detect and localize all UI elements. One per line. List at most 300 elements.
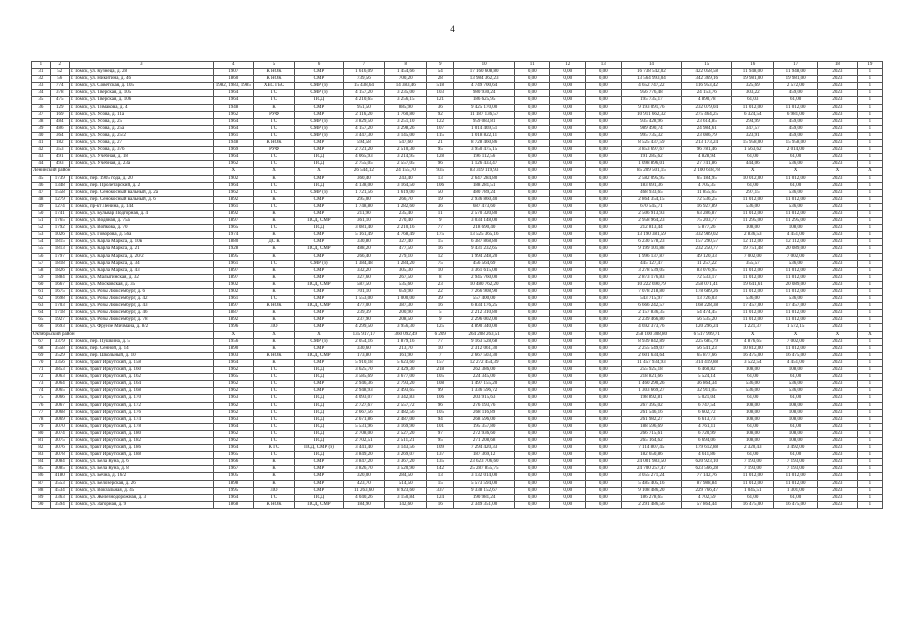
table-cell: 1 bbox=[857, 459, 882, 466]
table-cell: 2 570 320,80 bbox=[454, 210, 515, 217]
table-cell: 1 760,80 bbox=[385, 111, 427, 118]
table-cell: 4 749 700,64 bbox=[454, 83, 515, 90]
address-cell: г. Томск, ул. Учебная, д. 23а bbox=[69, 161, 213, 168]
table-cell: 225 685,79 bbox=[682, 338, 732, 345]
table-cell: 1962 bbox=[213, 437, 253, 444]
address-cell: г. Томск, ул. Бульвар Подгорная, д. 4 bbox=[69, 210, 213, 217]
table-cell: 267 395,02 bbox=[621, 402, 682, 409]
table-cell: 1 bbox=[857, 352, 882, 359]
table-cell: 46 bbox=[32, 182, 51, 189]
table-cell: 2 349 351,00 bbox=[454, 501, 515, 508]
table-cell: 0,00 bbox=[514, 324, 550, 331]
table-cell: 70 bbox=[32, 359, 51, 366]
table-cell: 1 bbox=[857, 423, 882, 430]
table-cell: 1 014 469,51 bbox=[454, 125, 515, 132]
table-row bbox=[32, 317, 883, 324]
table-cell: 6 460,82 bbox=[682, 367, 732, 374]
table-cell: 1963 bbox=[213, 395, 253, 402]
table-cell: 0,00 bbox=[514, 260, 550, 267]
address-cell: г. Томск, ул. Московская, д. 35 bbox=[69, 281, 213, 288]
table-cell: 5 bbox=[427, 310, 454, 317]
table-cell: 3 361 615,00 bbox=[454, 267, 515, 274]
table-cell: 6 324,54 bbox=[732, 111, 774, 118]
table-cell: 16 bbox=[427, 501, 454, 508]
table-cell: 0,00 bbox=[514, 437, 550, 444]
table-cell: 2 429,30 bbox=[385, 367, 427, 374]
address-cell: г. Томск, пер. Сенной, д. 14 bbox=[69, 345, 213, 352]
table-cell: 15 bbox=[427, 480, 454, 487]
table-row bbox=[32, 203, 883, 210]
table-cell: 5 021,04 bbox=[682, 395, 732, 402]
column-number: 6 bbox=[295, 62, 343, 69]
table-cell: 11 948,00 bbox=[774, 69, 818, 76]
table-cell: 2023 bbox=[818, 459, 858, 466]
table-cell: 536,00 bbox=[774, 161, 818, 168]
table-cell: 16 bbox=[427, 246, 454, 253]
table-cell: 85 209 501,15 bbox=[621, 168, 682, 175]
table-row bbox=[32, 367, 883, 374]
table-cell: 9 338 152,67 bbox=[454, 487, 515, 494]
table-cell: 0,00 bbox=[550, 118, 586, 125]
table-cell: X bbox=[732, 168, 774, 175]
table-cell: 0,00 bbox=[550, 90, 586, 97]
table-cell: ПСД bbox=[295, 402, 343, 409]
table-cell: 422 058,58 bbox=[682, 69, 732, 76]
table-cell: 11 855,65 bbox=[682, 189, 732, 196]
address-cell: г. Томск, пер. Пролетарский, д. 2 bbox=[69, 182, 213, 189]
table-row bbox=[32, 289, 883, 296]
table-cell: 1698 bbox=[50, 296, 69, 303]
column-number: 11 bbox=[514, 62, 550, 69]
table-cell: ГС bbox=[253, 395, 295, 402]
table-cell: 0,00 bbox=[585, 324, 621, 331]
table-cell: 1813 bbox=[50, 246, 69, 253]
table-row bbox=[32, 473, 883, 480]
table-cell: X bbox=[774, 331, 818, 338]
table-cell: 108,00 bbox=[732, 402, 774, 409]
table-cell: 0,00 bbox=[514, 289, 550, 296]
table-cell: 0,00 bbox=[550, 97, 586, 104]
table-cell: 536,00 bbox=[774, 296, 818, 303]
table-cell: 20 089,00 bbox=[774, 281, 818, 288]
table-cell: 45 bbox=[32, 175, 51, 182]
address-cell: г. Томск, пер. Сенокосный вальный, д. 2а bbox=[69, 189, 213, 196]
table-cell: 5 573 594,00 bbox=[454, 480, 515, 487]
table-cell: 13 726,03 bbox=[682, 296, 732, 303]
table-cell: 0,00 bbox=[514, 267, 550, 274]
table-cell: 0,00 bbox=[585, 218, 621, 225]
table-cell: 258 071,41 bbox=[682, 281, 732, 288]
table-cell: 0,00 bbox=[514, 388, 550, 395]
table-cell: 1274 bbox=[50, 203, 69, 210]
table-cell: 63 bbox=[32, 303, 51, 310]
table-cell: 2023 bbox=[818, 473, 858, 480]
table-cell: 1 bbox=[857, 381, 882, 388]
table-cell: 0,00 bbox=[514, 111, 550, 118]
table-cell: 2023 bbox=[818, 487, 858, 494]
column-number: 15 bbox=[682, 62, 732, 69]
table-cell: 4 299,50 bbox=[343, 324, 385, 331]
table-cell: К НОК bbox=[253, 501, 295, 508]
table-cell: 2 667,56 bbox=[343, 409, 385, 416]
table-cell: 1 bbox=[857, 175, 882, 182]
table-cell: СМР (з) bbox=[295, 83, 343, 90]
table-cell: 0,00 bbox=[585, 452, 621, 459]
table-cell: 0,00 bbox=[514, 69, 550, 76]
table-cell: 83 076,95 bbox=[682, 267, 732, 274]
table-cell: 1884 bbox=[50, 274, 69, 281]
table-cell: 3078 bbox=[50, 452, 69, 459]
table-cell: 1279 bbox=[50, 196, 69, 203]
table-row bbox=[32, 501, 883, 508]
table-cell: 1902 bbox=[213, 281, 253, 288]
table-cell: 1 748,80 bbox=[343, 203, 385, 210]
table-cell: 1 221,37 bbox=[732, 324, 774, 331]
table-cell: 1718 bbox=[50, 310, 69, 317]
table-cell: 1 282,60 bbox=[385, 203, 427, 210]
table-row bbox=[32, 196, 883, 203]
table-cell: 2023 bbox=[818, 218, 858, 225]
table-cell: К bbox=[253, 473, 295, 480]
table-cell: 1 bbox=[857, 225, 882, 232]
table-cell: 52 bbox=[32, 225, 51, 232]
table-row bbox=[32, 246, 883, 253]
table-cell: 327,60 bbox=[343, 274, 385, 281]
table-cell: 0,00 bbox=[514, 83, 550, 90]
table-cell: 1963 bbox=[213, 416, 253, 423]
table-cell: 536,00 bbox=[774, 381, 818, 388]
table-cell: 3853 bbox=[50, 367, 69, 374]
table-cell: 11 012,00 bbox=[732, 473, 774, 480]
table-cell: СМР bbox=[295, 147, 343, 154]
table-cell: ПСД bbox=[295, 416, 343, 423]
table-cell: 212 813,44 bbox=[621, 225, 682, 232]
table-cell: 2023 bbox=[818, 90, 858, 97]
table-cell: 267,50 bbox=[385, 274, 427, 281]
table-cell: 3 677,00 bbox=[385, 374, 427, 381]
table-cell: 0,00 bbox=[514, 416, 550, 423]
table-cell: 0,00 bbox=[585, 289, 621, 296]
address-cell: г. Томск, ул. Усова, д. 27 bbox=[69, 140, 213, 147]
table-cell: 65 184,95 bbox=[682, 175, 732, 182]
table-cell: 2 054,16 bbox=[343, 338, 385, 345]
table-cell: СМР bbox=[295, 324, 343, 331]
table-cell: 51 bbox=[32, 218, 51, 225]
table-cell: 364 bbox=[50, 132, 69, 139]
table-cell: ГС bbox=[253, 494, 295, 501]
table-cell: 125 bbox=[427, 324, 454, 331]
table-cell: 1995 bbox=[213, 487, 253, 494]
table-cell: 6 209 bbox=[427, 331, 454, 338]
table-cell: 52 bbox=[50, 69, 69, 76]
table-cell: 8 bbox=[427, 274, 454, 281]
table-cell: К bbox=[253, 218, 295, 225]
table-cell: СМР bbox=[295, 310, 343, 317]
table-cell: 272 936,60 bbox=[454, 430, 515, 437]
table-cell: 61,00 bbox=[732, 494, 774, 501]
table-cell: К bbox=[253, 104, 295, 111]
table-cell: 1693 bbox=[50, 324, 69, 331]
table-cell: ГС bbox=[253, 296, 295, 303]
table-row bbox=[32, 69, 883, 76]
table-cell: 213,70 bbox=[385, 345, 427, 352]
address-cell: г. Томск, ул. Говорова, д. 56а bbox=[69, 232, 213, 239]
table-cell: 3 169,90 bbox=[385, 423, 427, 430]
table-cell: 284,50 bbox=[385, 473, 427, 480]
table-cell: 4180 bbox=[50, 473, 69, 480]
table-cell: 1892 bbox=[213, 210, 253, 217]
table-row bbox=[32, 253, 883, 260]
table-cell: 3064 bbox=[50, 381, 69, 388]
table-cell: 2 239 466,80 bbox=[621, 317, 682, 324]
table-cell: СМР bbox=[295, 487, 343, 494]
table-cell: 57 864,44 bbox=[682, 501, 732, 508]
table-cell: ПСД bbox=[295, 182, 343, 189]
table-cell: 13 bbox=[427, 473, 454, 480]
column-number: 10 bbox=[454, 62, 515, 69]
table-cell: 7 bbox=[427, 352, 454, 359]
table-row bbox=[32, 388, 883, 395]
table-cell: 360 092,49 bbox=[385, 331, 427, 338]
table-cell: 701,10 bbox=[343, 289, 385, 296]
table-cell: ПСД bbox=[295, 367, 343, 374]
table-cell: 182 bbox=[50, 140, 69, 147]
table-cell: 536,00 bbox=[732, 203, 774, 210]
address-cell: г. Томск, ул. Советская, д. 105 bbox=[69, 83, 213, 90]
table-cell: 6 694,06 bbox=[682, 437, 732, 444]
table-cell: 951,50 bbox=[343, 104, 385, 111]
table-cell: 1962 bbox=[213, 367, 253, 374]
table-cell: X bbox=[732, 331, 774, 338]
address-cell: г. Томск, ул. Вокзальная, д. 45 bbox=[69, 487, 213, 494]
table-cell: 1965 bbox=[213, 374, 253, 381]
table-cell: 0,00 bbox=[550, 210, 586, 217]
table-cell: СМР bbox=[295, 196, 343, 203]
table-cell: 486 bbox=[50, 125, 69, 132]
table-row bbox=[32, 97, 883, 104]
table-cell: 1996 bbox=[213, 324, 253, 331]
table-cell: 83 319 119,93 bbox=[454, 168, 515, 175]
table-cell: 16 475,00 bbox=[774, 501, 818, 508]
table-cell: 355,57 bbox=[732, 260, 774, 267]
table-cell: СМР bbox=[295, 104, 343, 111]
table-cell: 268 596,00 bbox=[454, 416, 515, 423]
table-cell: 79 bbox=[32, 423, 51, 430]
table-cell: 0,00 bbox=[550, 480, 586, 487]
table-cell: 303,22 bbox=[732, 90, 774, 97]
column-number: 17 bbox=[774, 62, 818, 69]
table-row bbox=[32, 409, 883, 416]
table-row bbox=[32, 76, 883, 83]
table-cell: 198 892,81 bbox=[621, 395, 682, 402]
table-cell: 279,10 bbox=[385, 253, 427, 260]
table-cell: 0,00 bbox=[550, 402, 586, 409]
table-cell: 1 045,51 bbox=[732, 487, 774, 494]
table-cell: 84 bbox=[32, 459, 51, 466]
address-cell: г. Томск, тракт Иркутский, д. 186 bbox=[69, 445, 213, 452]
table-cell: 208,50 bbox=[385, 317, 427, 324]
table-cell: 108,00 bbox=[732, 367, 774, 374]
table-cell: 0,00 bbox=[514, 132, 550, 139]
table-cell: 32 bbox=[32, 76, 51, 83]
table-cell: 514,50 bbox=[385, 480, 427, 487]
table-cell: 347,57 bbox=[732, 125, 774, 132]
table-cell: 33 bbox=[32, 83, 51, 90]
table-cell: 0,00 bbox=[514, 168, 550, 175]
table-cell: 11 948,00 bbox=[732, 69, 774, 76]
table-row bbox=[32, 459, 883, 466]
table-cell: 1 bbox=[857, 409, 882, 416]
table-cell: 0,00 bbox=[550, 317, 586, 324]
table-cell: ГС bbox=[253, 430, 295, 437]
table-cell: ХЕС ГБС bbox=[253, 83, 295, 90]
table-cell: 1 bbox=[857, 374, 882, 381]
table-cell: 1956 bbox=[213, 338, 253, 345]
table-cell: ПСД bbox=[295, 225, 343, 232]
table-cell: 0,00 bbox=[514, 423, 550, 430]
table-cell: 2023 bbox=[818, 76, 858, 83]
table-cell: 547,60 bbox=[385, 140, 427, 147]
table-cell: 305,30 bbox=[385, 267, 427, 274]
table-cell: 3 298,26 bbox=[385, 125, 427, 132]
table-cell: 1962 bbox=[213, 161, 253, 168]
address-cell: г. Томск, тракт Иркутский, д. 182 bbox=[69, 437, 213, 444]
table-cell: 25 287 855,75 bbox=[454, 466, 515, 473]
table-cell: 0,00 bbox=[585, 196, 621, 203]
address-cell: г. Томск, ул. Карла Маркса, д. 10в bbox=[69, 239, 213, 246]
table-cell: 959 083,81 bbox=[454, 118, 515, 125]
address-cell: г. Томск, ул. Кузнеца, д. 28 bbox=[69, 69, 213, 76]
table-cell: 37 bbox=[32, 111, 51, 118]
table-cell: 4 890 340,00 bbox=[454, 324, 515, 331]
table-row bbox=[32, 274, 883, 281]
table-cell: 0,00 bbox=[550, 274, 586, 281]
table-cell: 0,00 bbox=[585, 168, 621, 175]
address-cell: г. Томск, пер. 1905 года, д. 20 bbox=[69, 175, 213, 182]
table-cell: 108 bbox=[427, 381, 454, 388]
table-cell: 3 367,20 bbox=[385, 459, 427, 466]
table-cell: 195 357,80 bbox=[454, 423, 515, 430]
table-cell: 475 bbox=[50, 97, 69, 104]
table-cell: 5 877,26 bbox=[682, 225, 732, 232]
table-cell: 0,00 bbox=[550, 473, 586, 480]
table-cell: К bbox=[253, 310, 295, 317]
table-cell: 0,00 bbox=[550, 501, 586, 508]
table-cell: 232 079,04 bbox=[682, 104, 732, 111]
table-cell: 24 001 983,50 bbox=[621, 459, 682, 466]
address-cell: г. Томск, тракт Иркутский, д. 158 bbox=[69, 359, 213, 366]
table-cell: 2023 bbox=[818, 97, 858, 104]
table-cell: 7 193,00 bbox=[732, 466, 774, 473]
table-cell: 0,00 bbox=[514, 367, 550, 374]
table-cell: К bbox=[253, 175, 295, 182]
table-cell: 3074 bbox=[50, 430, 69, 437]
table-cell: 179 612,88 bbox=[682, 445, 732, 452]
address-cell: г. Томск, ул. Бела Куна, д. 6 bbox=[69, 459, 213, 466]
table-cell: 956 776,48 bbox=[621, 90, 682, 97]
table-row bbox=[32, 310, 883, 317]
table-cell: 0,00 bbox=[585, 480, 621, 487]
column-number: 5 bbox=[253, 62, 295, 69]
table-cell: 2 601 634,64 bbox=[621, 352, 682, 359]
table-cell: 1 bbox=[857, 140, 882, 147]
table-cell: 1 bbox=[857, 267, 882, 274]
table-cell: 43 bbox=[32, 154, 51, 161]
table-cell: СМР bbox=[295, 459, 343, 466]
table-cell: 332 989,02 bbox=[682, 232, 732, 239]
table-cell: 3 150,84 bbox=[385, 494, 427, 501]
table-cell: 1 bbox=[857, 395, 882, 402]
table-row bbox=[32, 189, 883, 196]
table-cell: 0,00 bbox=[585, 402, 621, 409]
table-cell: 594,58 bbox=[343, 140, 385, 147]
table-cell: СМР bbox=[295, 69, 343, 76]
table-cell: 2023 bbox=[818, 388, 858, 395]
table-cell: 3 055 271,24 bbox=[621, 473, 682, 480]
table-cell: 17 457,00 bbox=[774, 303, 818, 310]
table-cell: 4 157,20 bbox=[343, 125, 385, 132]
table-cell: 0,00 bbox=[550, 140, 586, 147]
table-cell: 67 bbox=[32, 338, 51, 345]
table-cell: 11 012,00 bbox=[732, 274, 774, 281]
table-cell: 3069 bbox=[50, 416, 69, 423]
table-cell: 1818 bbox=[50, 260, 69, 267]
table-cell: ГС bbox=[253, 381, 295, 388]
table-cell: 1 bbox=[857, 402, 882, 409]
table-cell: 87 988,84 bbox=[682, 480, 732, 487]
table-cell: 4 611,86 bbox=[682, 452, 732, 459]
table-cell: 0,00 bbox=[514, 182, 550, 189]
table-cell: 1 bbox=[857, 210, 882, 217]
table-cell: 2023 bbox=[818, 147, 858, 154]
table-cell: 0,00 bbox=[585, 423, 621, 430]
table-cell: 109 bbox=[427, 445, 454, 452]
table-cell: СМР (з) bbox=[295, 125, 343, 132]
table-cell: 44 bbox=[32, 161, 51, 168]
table-cell: 2 157 836,35 bbox=[621, 310, 682, 317]
table-cell: 27 741,86 bbox=[682, 161, 732, 168]
table-cell: 213 173,24 bbox=[682, 140, 732, 147]
table-cell: 1962 bbox=[213, 111, 253, 118]
table-cell: 19 981,00 bbox=[732, 76, 774, 83]
table-cell: 2023 bbox=[818, 480, 858, 487]
table-cell: 2 702,51 bbox=[343, 437, 385, 444]
table-cell: 3 625,70 bbox=[343, 367, 385, 374]
table-cell: 518 bbox=[427, 83, 454, 90]
table-cell: 2 948,93 bbox=[343, 388, 385, 395]
address-cell: г. Томск, тракт Иркутский, д. 188 bbox=[69, 452, 213, 459]
table-cell: 2023 bbox=[818, 210, 858, 217]
table-cell: 0,00 bbox=[514, 253, 550, 260]
table-cell: 276 193,76 bbox=[454, 402, 515, 409]
table-cell: 0,00 bbox=[550, 310, 586, 317]
table-cell: 2023 bbox=[818, 310, 858, 317]
table-cell: 2 873 176,83 bbox=[621, 274, 682, 281]
table-cell: 1860 bbox=[213, 76, 253, 83]
address-cell: г. Томск, ул. Карла Маркса, д. 20/2 bbox=[69, 253, 213, 260]
table-cell: 2 320,43 bbox=[732, 445, 774, 452]
table-cell: 2023 bbox=[818, 83, 858, 90]
table-cell: 0,00 bbox=[585, 459, 621, 466]
table-cell: 96 bbox=[427, 402, 454, 409]
table-cell: 1966 bbox=[213, 459, 253, 466]
table-cell: 0,00 bbox=[550, 168, 586, 175]
table-row bbox=[32, 359, 883, 366]
table-cell: 0,00 bbox=[585, 182, 621, 189]
table-cell: 8 939 842,89 bbox=[621, 338, 682, 345]
table-cell: 536,00 bbox=[732, 388, 774, 395]
table-cell: 3594 bbox=[50, 501, 69, 508]
